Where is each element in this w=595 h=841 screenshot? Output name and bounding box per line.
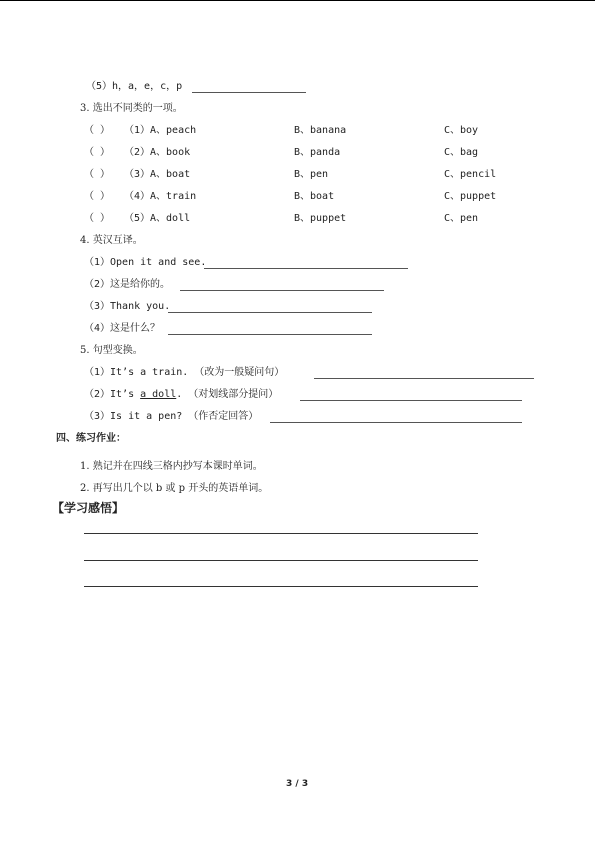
s3-row1-b: B、banana (294, 125, 347, 136)
q2-item5-label: （5）h，a，e，c，p (86, 81, 183, 92)
s3-row4-a: （4）A、train (124, 191, 197, 202)
s3-row5-a: （5）A、doll (124, 213, 191, 224)
top-border (0, 0, 595, 1)
s5-item3-answer-line[interactable] (270, 422, 522, 423)
s3-row5-b: B、puppet (294, 213, 347, 224)
s3-row4-c: C、puppet (444, 191, 497, 202)
s4-item4-answer-line[interactable] (168, 334, 372, 335)
s4-item3-answer-line[interactable] (168, 312, 372, 313)
reflection-line-2[interactable] (84, 560, 478, 561)
s3-row5-c: C、pen (444, 213, 479, 224)
s3-row2-b: B、panda (294, 147, 341, 158)
s3-row1-a: （1）A、peach (124, 125, 197, 136)
s3-row4-b: B、boat (294, 191, 335, 202)
s3-row3-b: B、pen (294, 169, 329, 180)
s5-item2 (84, 389, 278, 401)
reflection-line-1[interactable] (84, 533, 478, 534)
homework-item2: 2. 再写出几个以 b 或 p 开头的英语单词。 (80, 483, 269, 494)
s5-item2-pre: （2）It’s (84, 389, 141, 400)
section3-title: 3. 选出不同类的一项。 (80, 103, 183, 114)
s3-row3-a: （3）A、boat (124, 169, 191, 180)
s4-item1: （1）Open it and see. (84, 257, 207, 268)
s3-row3-c: C、pencil (444, 169, 497, 180)
s5-item1-answer-line[interactable] (314, 378, 534, 379)
s5-item1: （1）It’s a train. （改为一般疑问句） (84, 367, 285, 378)
s4-item3: （3）Thank you. (84, 301, 171, 312)
s4-item1-answer-line[interactable] (204, 268, 408, 269)
s5-item2-answer-line[interactable] (300, 400, 522, 401)
s3-row4-paren[interactable]: （ ） (84, 191, 111, 202)
section5-title: 5. 句型变换。 (80, 345, 143, 356)
s3-row2-a: （2）A、book (124, 147, 191, 158)
reflection-title: 【学习感悟】 (52, 501, 125, 515)
s3-row1-paren[interactable]: （ ） (84, 125, 111, 136)
homework-title: 四、练习作业： (56, 433, 126, 444)
s3-row2-paren[interactable]: （ ） (84, 147, 111, 158)
page-number: 3 / 3 (286, 779, 309, 789)
s3-row1-c: C、boy (444, 125, 479, 136)
section4-title: 4. 英汉互译。 (80, 235, 143, 246)
s3-row3-paren[interactable]: （ ） (84, 169, 111, 180)
homework-item1: 1. 熟记并在四线三格内抄写本课时单词。 (80, 461, 263, 472)
s5-item3: （3）Is it a pen? （作否定回答） (84, 411, 259, 422)
s5-item2-post: . （对划线部分提问） (176, 389, 279, 400)
s3-row2-c: C、bag (444, 147, 479, 158)
reflection-line-3[interactable] (84, 586, 478, 587)
s4-item2-answer-line[interactable] (180, 290, 384, 291)
s5-item2-underlined: a doll (140, 389, 177, 400)
s4-item4: （4）这是什么？ (84, 323, 161, 334)
q2-item5-answer-line[interactable] (192, 92, 306, 93)
s4-item2: （2）这是给你的。 (84, 279, 171, 290)
s3-row5-paren[interactable]: （ ） (84, 213, 111, 224)
